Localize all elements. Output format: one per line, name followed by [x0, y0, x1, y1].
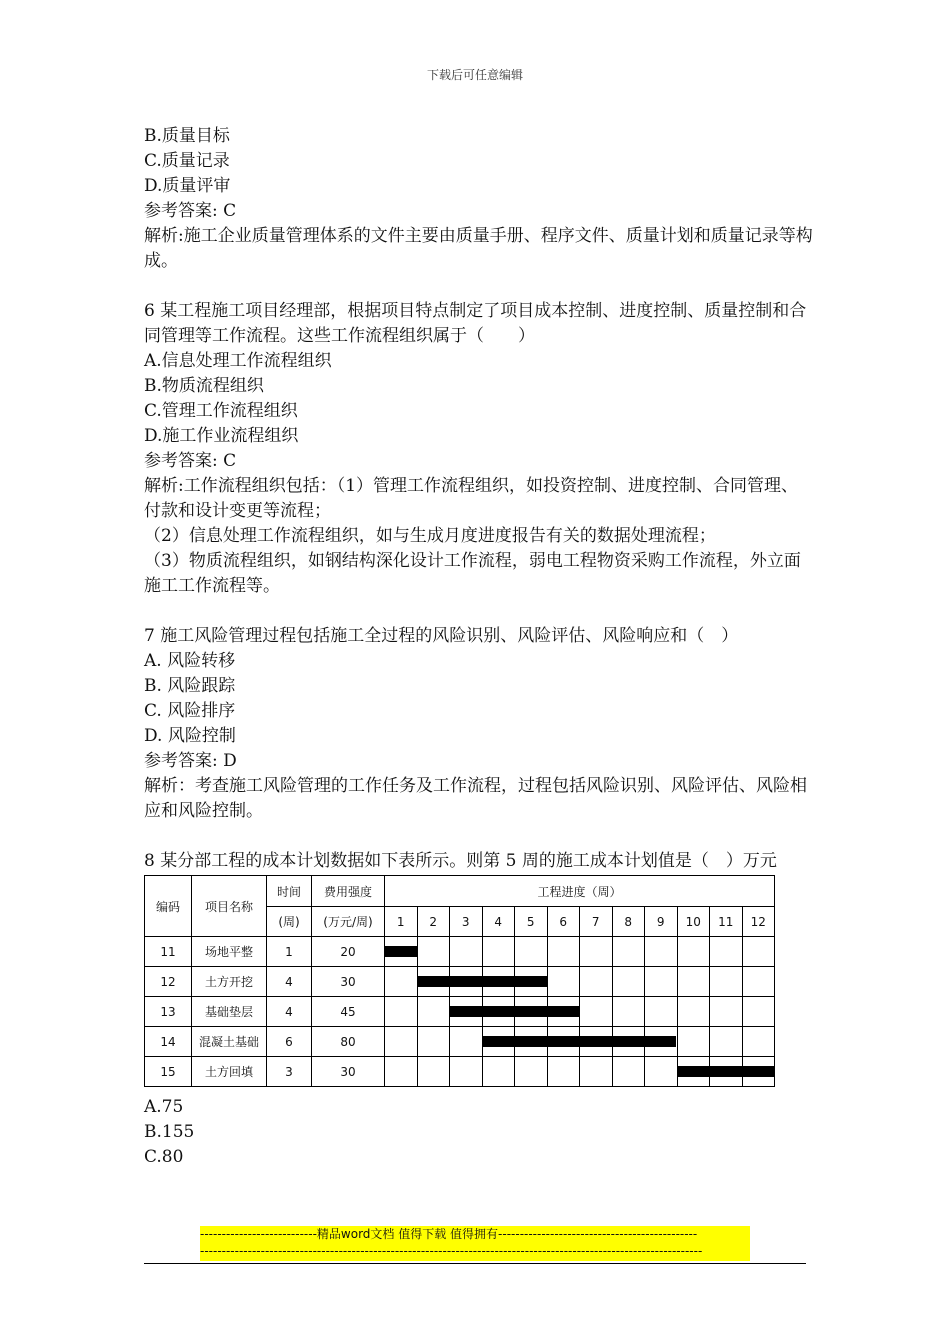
q8-stem: 8 某分部工程的成本计划数据如下表所示。则第 5 周的施工成本计划值是（ ）万元 — [144, 851, 777, 871]
header-name: 项目名称 — [192, 876, 267, 937]
week-header-5: 5 — [515, 907, 548, 937]
week-cell — [417, 1027, 450, 1057]
week-header-3: 3 — [450, 907, 483, 937]
week-cell — [482, 937, 515, 967]
header-cost-unit: (万元/周) — [312, 907, 385, 937]
week-cell — [515, 1027, 548, 1057]
cell-code: 11 — [145, 937, 192, 967]
week-header-7: 7 — [580, 907, 613, 937]
week-cell — [547, 967, 580, 997]
table-row — [145, 1057, 775, 1087]
cell-name: 场地平整 — [192, 937, 267, 967]
cell-time: 6 — [267, 1027, 312, 1057]
week-cell — [742, 1027, 775, 1057]
cell-time: 3 — [267, 1057, 312, 1087]
week-header-12: 12 — [742, 907, 775, 937]
q6-analysis-2: （2）信息处理工作流程组织，如与生成月度进度报告有关的数据处理流程； — [144, 526, 716, 546]
week-cell — [612, 997, 645, 1027]
week-cell — [482, 997, 515, 1027]
week-cell — [710, 967, 743, 997]
week-cell — [580, 1057, 613, 1087]
week-cell — [645, 937, 678, 967]
q6-analysis-1: 解析:工作流程组织包括：（1）管理工作流程组织，如投资控制、进度控制、合同管理、付款和设计变更等流程； — [144, 476, 799, 521]
week-cell — [742, 937, 775, 967]
week-cell — [645, 1027, 678, 1057]
week-cell — [710, 937, 743, 967]
gantt-table-container — [144, 875, 814, 1087]
week-cell — [417, 997, 450, 1027]
week-cell — [645, 967, 678, 997]
q7-option-b: B. 风险跟踪 — [144, 676, 236, 696]
footer-line-2: -------------------------------------------------------------------------------------------------------------------- — [200, 1244, 703, 1258]
week-cell — [547, 997, 580, 1027]
week-header-11: 11 — [710, 907, 743, 937]
q6-option-c: C.管理工作流程组织 — [144, 401, 298, 421]
table-row — [145, 937, 775, 967]
cell-cost: 20 — [312, 937, 385, 967]
week-cell — [580, 967, 613, 997]
week-cell — [385, 967, 418, 997]
q6-stem: 6 某工程施工项目经理部，根据项目特点制定了项目成本控制、进度控制、质量控制和合同管理等工作流程。这些工作流程组织属于（ ） — [144, 301, 807, 346]
week-cell — [677, 1057, 710, 1087]
cell-cost: 80 — [312, 1027, 385, 1057]
week-cell — [482, 967, 515, 997]
q5-answer: 参考答案: C — [144, 201, 237, 221]
q5-analysis: 解析:施工企业质量管理体系的文件主要由质量手册、程序文件、质量计划和质量记录等构成。 — [144, 226, 813, 271]
week-cell — [710, 1057, 743, 1087]
week-cell — [515, 1057, 548, 1087]
table-row — [145, 967, 775, 997]
footer-divider — [144, 1263, 806, 1264]
week-cell — [450, 997, 483, 1027]
week-cell — [710, 997, 743, 1027]
week-cell — [612, 1057, 645, 1087]
cell-name: 基础垫层 — [192, 997, 267, 1027]
week-cell — [450, 1027, 483, 1057]
q7-answer: 参考答案: D — [144, 751, 237, 771]
week-header-8: 8 — [612, 907, 645, 937]
header-code: 编码 — [145, 876, 192, 937]
week-cell — [385, 1027, 418, 1057]
q8-option-b: B.155 — [144, 1122, 195, 1142]
week-cell — [677, 1027, 710, 1057]
week-cell — [417, 1057, 450, 1087]
cell-code: 14 — [145, 1027, 192, 1057]
q8-option-c: C.80 — [144, 1147, 184, 1167]
cell-time: 4 — [267, 967, 312, 997]
cell-code: 12 — [145, 967, 192, 997]
week-cell — [385, 997, 418, 1027]
cell-time: 1 — [267, 937, 312, 967]
cell-code: 13 — [145, 997, 192, 1027]
q5-option-c: C.质量记录 — [144, 151, 230, 171]
q6-option-d: D.施工作业流程组织 — [144, 426, 299, 446]
week-cell — [580, 997, 613, 1027]
q7-stem: 7 施工风险管理过程包括施工全过程的风险识别、风险评估、风险响应和（ ） — [144, 626, 739, 646]
week-cell — [580, 1027, 613, 1057]
week-cell — [612, 937, 645, 967]
cell-time: 4 — [267, 997, 312, 1027]
q6-option-a: A.信息处理工作流程组织 — [144, 351, 332, 371]
q7-analysis: 解析：考查施工风险管理的工作任务及工作流程，过程包括风险识别、风险评估、风险相应和风险控制。 — [144, 776, 807, 821]
q7-option-d: D. 风险控制 — [144, 726, 236, 746]
document-body — [144, 124, 814, 1170]
week-cell — [612, 1027, 645, 1057]
q5-option-d: D.质量评审 — [144, 176, 231, 196]
week-cell — [385, 1057, 418, 1087]
week-cell — [515, 937, 548, 967]
header-progress: 工程进度（周） — [385, 876, 775, 907]
week-cell — [547, 1057, 580, 1087]
week-cell — [580, 937, 613, 967]
footer-line-1: ---------------------------精品word文档 值得下载 值得拥有---------------------------------------------- — [200, 1227, 698, 1241]
week-cell — [417, 937, 450, 967]
week-cell — [677, 997, 710, 1027]
header-cost: 费用强度 — [312, 876, 385, 907]
week-cell — [677, 967, 710, 997]
week-cell — [677, 937, 710, 967]
week-cell — [742, 997, 775, 1027]
cell-cost: 30 — [312, 967, 385, 997]
table-row — [145, 997, 775, 1027]
week-cell — [450, 1057, 483, 1087]
cell-code: 15 — [145, 1057, 192, 1087]
week-cell — [742, 1057, 775, 1087]
week-cell — [742, 967, 775, 997]
cell-cost: 30 — [312, 1057, 385, 1087]
week-cell — [645, 1057, 678, 1087]
week-cell — [482, 1057, 515, 1087]
week-cell — [547, 937, 580, 967]
week-header-6: 6 — [547, 907, 580, 937]
week-cell — [547, 1027, 580, 1057]
cell-name: 土方开挖 — [192, 967, 267, 997]
week-cell — [515, 967, 548, 997]
footer-banner — [200, 1226, 750, 1261]
q8-option-a: A.75 — [144, 1097, 184, 1117]
q6-answer: 参考答案: C — [144, 451, 237, 471]
week-cell — [515, 997, 548, 1027]
week-header-1: 1 — [385, 907, 418, 937]
week-cell — [385, 937, 418, 967]
gantt-bar — [384, 946, 417, 957]
week-cell — [645, 997, 678, 1027]
header-time-unit: (周) — [267, 907, 312, 937]
q6-analysis-3: （3）物质流程组织，如钢结构深化设计工作流程，弱电工程物资采购工作流程，外立面施工工作流程等。 — [144, 551, 801, 596]
cell-name: 土方回填 — [192, 1057, 267, 1087]
week-cell — [612, 967, 645, 997]
table-row — [145, 1027, 775, 1057]
header-time: 时间 — [267, 876, 312, 907]
week-cell — [450, 937, 483, 967]
q6-option-b: B.物质流程组织 — [144, 376, 264, 396]
week-cell — [710, 1027, 743, 1057]
gantt-table — [144, 875, 775, 1087]
week-header-9: 9 — [645, 907, 678, 937]
week-header-2: 2 — [417, 907, 450, 937]
q7-option-c: C. 风险排序 — [144, 701, 236, 721]
week-cell — [417, 967, 450, 997]
week-cell — [482, 1027, 515, 1057]
cell-name: 混凝土基础 — [192, 1027, 267, 1057]
page-header-note: 下载后可任意编辑 — [426, 68, 523, 82]
week-header-10: 10 — [677, 907, 710, 937]
week-header-4: 4 — [482, 907, 515, 937]
week-cell — [450, 967, 483, 997]
q7-option-a: A. 风险转移 — [144, 651, 236, 671]
cell-cost: 45 — [312, 997, 385, 1027]
q5-option-b: B.质量目标 — [144, 126, 230, 146]
